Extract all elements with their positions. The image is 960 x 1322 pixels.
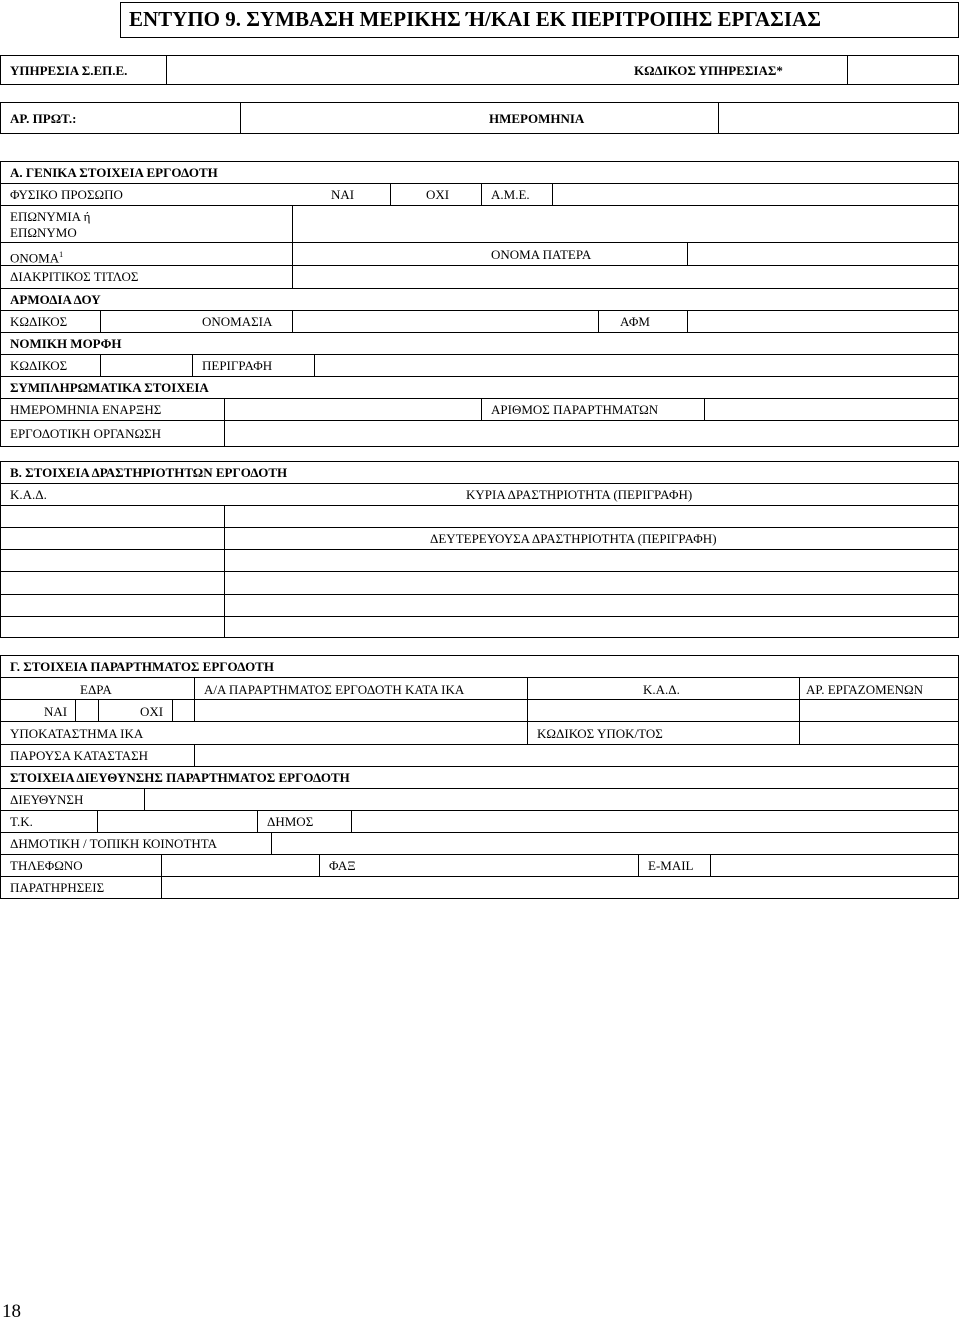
company-name-field[interactable] bbox=[293, 206, 958, 242]
fax-field[interactable] bbox=[390, 855, 637, 876]
natural-person-no[interactable]: ΟΧΙ bbox=[426, 187, 450, 202]
secondary-activity-label: ΔΕΥΤΕΡΕΥΟΥΣΑ ΔΡΑΣΤΗΡΙΟΤΗΤΑ (ΠΕΡΙΓΡΑΦΗ) bbox=[430, 531, 717, 546]
phone-label: ΤΗΛΕΦΩΝΟ bbox=[10, 858, 83, 873]
natural-person-yes[interactable]: ΝΑΙ bbox=[331, 187, 355, 202]
afm-field[interactable] bbox=[688, 311, 958, 332]
supplementary-heading: ΣΥΜΠΛΗΡΩΜΑΤΙΚΑ ΣΤΟΙΧΕΙΑ bbox=[10, 380, 209, 395]
sub-code-field[interactable] bbox=[800, 722, 958, 743]
ika-branch-label: ΥΠΟΚΑΤΑΣΤΗΜΑ ΙΚΑ bbox=[10, 726, 144, 741]
branch-count-field[interactable] bbox=[705, 399, 958, 420]
employer-org-label: ΕΡΓΟΔΟΤΙΚΗ ΟΡΓΑΝΩΣΗ bbox=[10, 426, 162, 441]
sub-code-label: ΚΩΔΙΚΟΣ ΥΠΟΚ/ΤΟΣ bbox=[537, 726, 663, 741]
service-code-label: ΚΩΔΙΚΟΣ ΥΠΗΡΕΣΙΑΣ* bbox=[634, 63, 783, 78]
trade-title-field[interactable] bbox=[293, 266, 958, 288]
tax-office-name-label: ΟΝΟΜΑΣΙΑ bbox=[202, 314, 273, 329]
company-name-label-1: ΕΠΩΝΥΜΙΑ ή bbox=[10, 209, 91, 224]
form-title: ΕΝΤΥΠΟ 9. ΣΥΜΒΑΣΗ ΜΕΡΙΚΗΣ Ή/ΚΑΙ ΕΚ ΠΕΡΙΤΡΟΠΗΣ ΕΡΓΑΣΙΑΣ bbox=[129, 7, 821, 31]
employees-field[interactable] bbox=[800, 700, 958, 721]
service-row bbox=[0, 55, 959, 85]
protocol-field[interactable] bbox=[241, 103, 481, 133]
municipality-label: ΔΗΜΟΣ bbox=[267, 814, 314, 829]
section-c-title: Γ. ΣΤΟΙΧΕΙΑ ΠΑΡΑΡΤΗΜΑΤΟΣ ΕΡΓΟΔΟΤΗ bbox=[10, 659, 274, 674]
legal-form-code-label: ΚΩΔΙΚΟΣ bbox=[10, 358, 68, 373]
fax-label: ΦΑΞ bbox=[329, 858, 356, 873]
headquarters-no[interactable]: ΟΧΙ bbox=[140, 704, 164, 719]
postal-code-field[interactable] bbox=[98, 811, 256, 832]
branch-no-field[interactable] bbox=[195, 700, 526, 721]
ame-label: Α.Μ.Ε. bbox=[491, 187, 530, 202]
employees-label: ΑΡ. ΕΡΓΑΖΟΜΕΝΩΝ bbox=[806, 682, 924, 697]
headquarters-yes[interactable]: ΝΑΙ bbox=[44, 704, 68, 719]
municipality-field[interactable] bbox=[352, 811, 958, 832]
start-date-label: ΗΜΕΡΟΜΗΝΙΑ ΕΝΑΡΞΗΣ bbox=[10, 402, 162, 417]
father-name-field[interactable] bbox=[688, 243, 958, 265]
natural-person-label: ΦΥΣΙΚΟ ΠΡΟΣΩΠΟ bbox=[10, 187, 123, 202]
afm-label: ΑΦΜ bbox=[620, 314, 650, 329]
community-field[interactable] bbox=[272, 833, 958, 854]
company-name-label-2: ΕΠΩΝΥΜΟ bbox=[10, 225, 77, 240]
father-name-label: ΟΝΟΜΑ ΠΑΤΕΡΑ bbox=[491, 247, 592, 262]
remarks-field[interactable] bbox=[162, 877, 958, 898]
legal-form-heading: ΝΟΜΙΚΗ ΜΟΡΦΗ bbox=[10, 336, 122, 351]
email-label: E-MAIL bbox=[648, 858, 694, 873]
date-label: ΗΜΕΡΟΜΗΝΙΑ bbox=[489, 111, 585, 126]
employer-org-field[interactable] bbox=[225, 421, 958, 446]
date-field[interactable] bbox=[719, 103, 957, 133]
start-date-field[interactable] bbox=[225, 399, 480, 420]
service-code-field[interactable] bbox=[847, 55, 959, 85]
postal-code-label: Τ.Κ. bbox=[10, 814, 33, 829]
address-section-heading: ΣΤΟΙΧΕΙΑ ΔΙΕΥΘΥΝΣΗΣ ΠΑΡΑΡΤΗΜΑΤΟΣ ΕΡΓΟΔΟΤΗ bbox=[10, 770, 350, 785]
kad-label: Κ.Α.Δ. bbox=[10, 487, 47, 502]
current-status-label: ΠΑΡΟΥΣΑ ΚΑΤΑΣΤΑΣΗ bbox=[10, 748, 149, 763]
email-field[interactable] bbox=[711, 855, 958, 876]
legal-form-description-field[interactable] bbox=[315, 355, 958, 376]
service-label: ΥΠΗΡΕΣΙΑ Σ.ΕΠ.Ε. bbox=[10, 63, 128, 78]
remarks-label: ΠΑΡΑΤΗΡΗΣΕΙΣ bbox=[10, 880, 105, 895]
ame-field[interactable] bbox=[553, 184, 958, 205]
phone-field[interactable] bbox=[162, 855, 318, 876]
legal-form-code-field[interactable] bbox=[101, 355, 192, 376]
tax-office-name-field[interactable] bbox=[293, 311, 598, 332]
branch-count-label: ΑΡΙΘΜΟΣ ΠΑΡΑΡΤΗΜΑΤΩΝ bbox=[491, 402, 659, 417]
branch-kad-field[interactable] bbox=[528, 700, 798, 721]
tax-office-code-label: ΚΩΔΙΚΟΣ bbox=[10, 314, 68, 329]
community-label: ΔΗΜΟΤΙΚΗ / ΤΟΠΙΚΗ ΚΟΙΝΟΤΗΤΑ bbox=[10, 836, 218, 851]
main-activity-field[interactable] bbox=[225, 506, 958, 526]
branch-kad-label: Κ.Α.Δ. bbox=[643, 682, 680, 697]
section-b-title: Β. ΣΤΟΙΧΕΙΑ ΔΡΑΣΤΗΡΙΟΤΗΤΩΝ ΕΡΓΟΔΟΤΗ bbox=[10, 465, 288, 480]
address-field[interactable] bbox=[145, 789, 958, 810]
tax-office-heading: ΑΡΜΟΔΙΑ ΔΟΥ bbox=[10, 292, 101, 307]
trade-title-label: ΔΙΑΚΡΙΤΙΚΟΣ ΤΙΤΛΟΣ bbox=[10, 269, 139, 284]
protocol-label: ΑΡ. ΠΡΩΤ.: bbox=[10, 111, 77, 126]
branch-no-label: Α/Α ΠΑΡΑΡΤΗΜΑΤΟΣ ΕΡΓΟΔΟΤΗ ΚΑΤΑ ΙΚΑ bbox=[204, 682, 465, 697]
tax-office-code-field[interactable] bbox=[101, 311, 192, 332]
first-name-label: ΟΝΟΜΑ$^1$ bbox=[10, 250, 64, 266]
page-number: 18 bbox=[2, 1301, 21, 1322]
legal-form-description-label: ΠΕΡΙΓΡΑΦΗ bbox=[202, 358, 273, 373]
main-activity-label: ΚΥΡΙΑ ΔΡΑΣΤΗΡΙΟΤΗΤΑ (ΠΕΡΙΓΡΑΦΗ) bbox=[466, 487, 693, 502]
main-kad-field[interactable] bbox=[1, 506, 223, 526]
first-name-field[interactable] bbox=[293, 243, 480, 265]
address-label: ΔΙΕΥΘΥΝΣΗ bbox=[10, 792, 84, 807]
headquarters-label: ΕΔΡΑ bbox=[80, 682, 112, 697]
current-status-field[interactable] bbox=[195, 745, 958, 766]
section-a-title: Α. ΓΕΝΙΚΑ ΣΤΟΙΧΕΙΑ ΕΡΓΟΔΟΤΗ bbox=[10, 165, 218, 180]
